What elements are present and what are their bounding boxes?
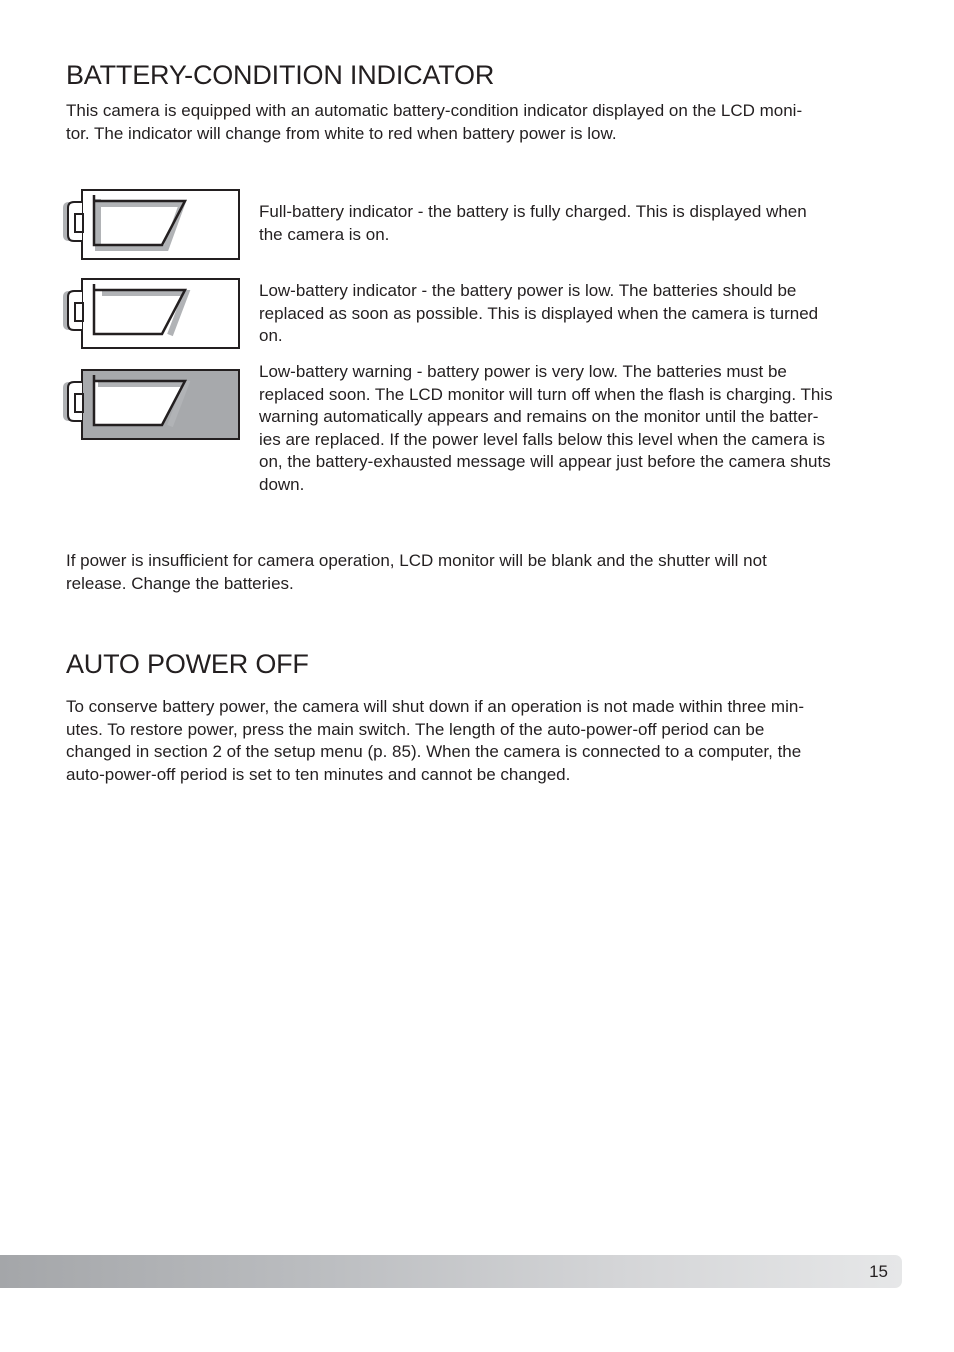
description-line: on, the battery-exhausted message will appear just before the camera shuts xyxy=(259,452,831,472)
description-line: ies are replaced. If the power level falls below this level when the camera is xyxy=(259,429,826,449)
paragraph-line: If power is insufficient for camera operation, LCD monitor will be blank and the shutter will not xyxy=(66,551,767,570)
low-battery-warning-icon xyxy=(58,368,242,442)
full-battery-icon xyxy=(58,188,242,262)
description-line: on. xyxy=(259,326,283,346)
footer-bar xyxy=(0,1255,902,1288)
low-battery-warning-description xyxy=(259,361,899,497)
description-line: down. xyxy=(259,474,305,494)
description-line: Full-battery indicator - the battery is fully charged. This is displayed when xyxy=(259,202,807,221)
description-line: the camera is on. xyxy=(259,224,390,244)
intro-line: This camera is equipped with an automatic battery-condition indicator displayed on the LCD moni- xyxy=(66,101,803,120)
paragraph-line: changed in section 2 of the setup menu (p. 85). When the camera is connected to a computer, the xyxy=(66,742,802,762)
section-title-battery-condition: BATTERY-CONDITION INDICATOR xyxy=(66,60,495,90)
paragraph-line: utes. To restore power, press the main switch. The length of the auto-power-off period can be xyxy=(66,719,765,739)
paragraph-line: auto-power-off period is set to ten minutes and cannot be changed. xyxy=(66,764,571,784)
description-line: Low-battery warning - battery power is very low. The batteries must be xyxy=(259,362,787,381)
intro-paragraph xyxy=(66,100,892,145)
auto-power-off-paragraph xyxy=(66,696,892,786)
description-line: warning automatically appears and remains on the monitor until the batter- xyxy=(259,407,819,427)
paragraph-line: release. Change the batteries. xyxy=(66,573,294,593)
full-battery-description xyxy=(259,201,899,246)
description-line: Low-battery indicator - the battery power is low. The batteries should be xyxy=(259,281,797,300)
intro-line: tor. The indicator will change from white to red when battery power is low. xyxy=(66,123,617,143)
description-line: replaced as soon as possible. This is displayed when the camera is turned xyxy=(259,303,819,323)
low-battery-icon xyxy=(58,277,242,351)
section-title-auto-power-off: AUTO POWER OFF xyxy=(66,649,309,679)
paragraph-line: To conserve battery power, the camera will shut down if an operation is not made within three min- xyxy=(66,697,804,716)
low-battery-description xyxy=(259,280,899,348)
description-line: replaced soon. The LCD monitor will turn off when the flash is charging. This xyxy=(259,384,833,404)
page-number: 15 xyxy=(869,1262,888,1281)
insufficient-power-paragraph xyxy=(66,550,892,595)
